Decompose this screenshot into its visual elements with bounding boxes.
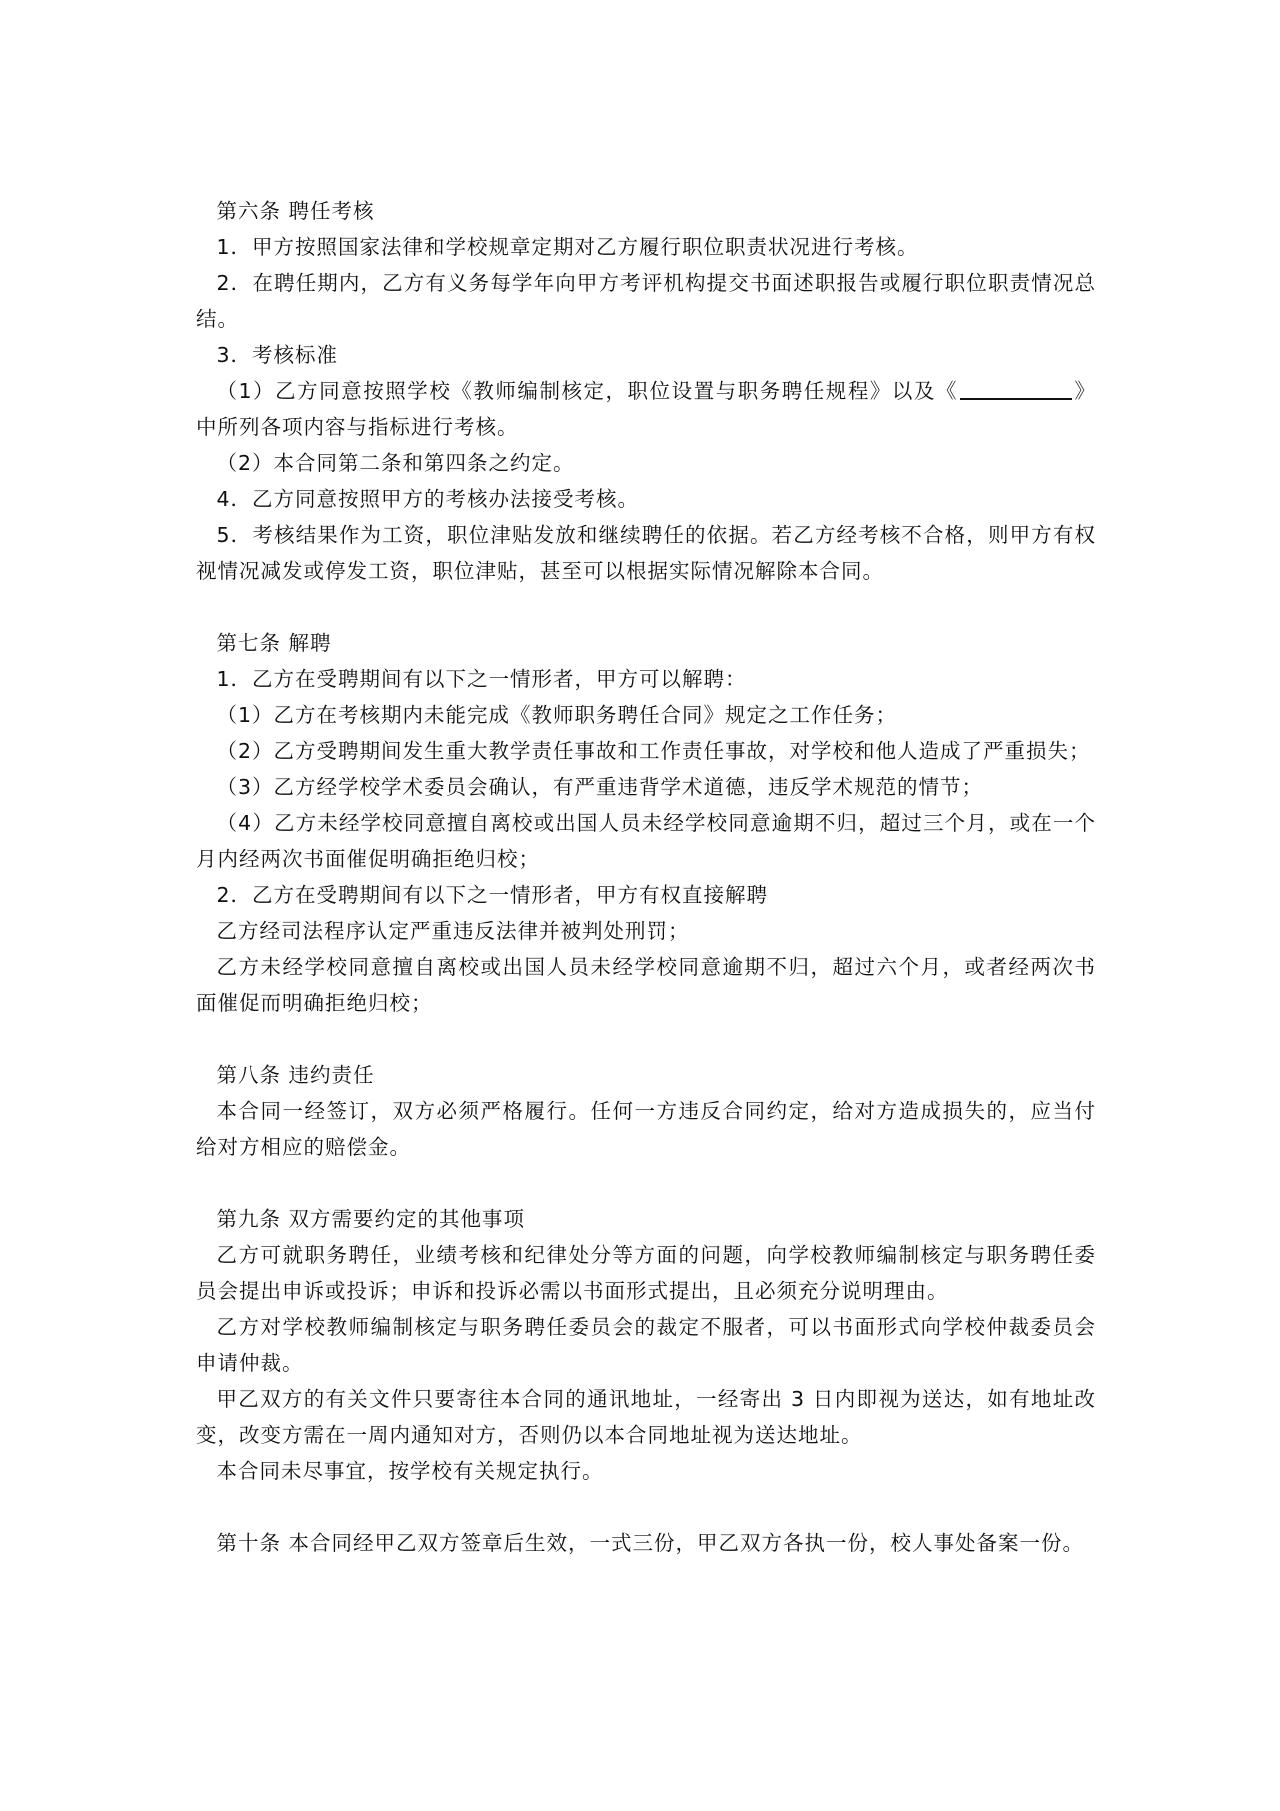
clause-paragraph: 本合同未尽事宜，按学校有关规定执行。 [216, 1459, 604, 1483]
clause-paragraph: 乙方未经学校同意擅自离校或出国人员未经学校同意逾期不归，超过六个月，或者经两次书面催促而明确拒绝归校； [196, 955, 1096, 1015]
article-section [196, 625, 1096, 1021]
clause-paragraph: （1）乙方在考核期内未能完成《教师职务聘任合同》规定之工作任务； [216, 703, 898, 727]
clause-paragraph: 本合同一经签订，双方必须严格履行。任何一方违反合同约定，给对方造成损失的，应当付给对方相应的赔偿金。 [196, 1099, 1096, 1159]
clause-paragraph: 2．在聘任期内，乙方有义务每学年向甲方考评机构提交书面述职报告或履行职位职责情况总结。 [196, 271, 1096, 331]
clause-paragraph: （4）乙方未经学校同意擅自离校或出国人员未经学校同意逾期不归，超过三个月，或在一个月内经两次书面催促明确拒绝归校； [196, 811, 1096, 871]
clause-paragraph: 乙方可就职务聘任，业绩考核和纪律处分等方面的问题，向学校教师编制核定与职务聘任委员会提出申诉或投诉；申诉和投诉必需以书面形式提出，且必须充分说明理由。 [196, 1243, 1096, 1303]
clause-paragraph: 5．考核结果作为工资，职位津贴发放和继续聘任的依据。若乙方经考核不合格，则甲方有权视情况减发或停发工资，职位津贴，甚至可以根据实际情况解除本合同。 [196, 523, 1096, 583]
clause-text: 》中所列各项内容与指标进行考核。 [196, 379, 1096, 439]
clause-paragraph: 乙方经司法程序认定严重违反法律并被判处刑罚； [216, 919, 690, 943]
article-section [196, 1201, 1096, 1489]
article-heading: 第六条 聘任考核 [216, 199, 375, 223]
contract-body [196, 193, 1096, 1561]
article-heading: 第七条 解聘 [216, 631, 332, 655]
clause-paragraph: 甲乙双方的有关文件只要寄往本合同的通讯地址，一经寄出 3 日内即视为送达，如有地址改变，改变方需在一周内通知对方，否则仍以本合同地址视为送达地址。 [196, 1387, 1096, 1447]
clause-paragraph: （2）本合同第二条和第四条之约定。 [216, 451, 575, 475]
clause-paragraph [196, 373, 1096, 445]
article-heading: 第十条 本合同经甲乙双方签章后生效，一式三份，甲乙双方各执一份，校人事处备案一份。 [216, 1531, 1085, 1555]
article-section [196, 1057, 1096, 1165]
clause-paragraph: 1．乙方在受聘期间有以下之一情形者，甲方可以解聘： [216, 667, 747, 691]
article-section [196, 1525, 1096, 1561]
clause-paragraph: （3）乙方经学校学术委员会确认，有严重违背学术道德，违反学术规范的情节； [216, 775, 984, 799]
article-section [196, 193, 1096, 589]
clause-text: （1）乙方同意按照学校《教师编制核定，职位设置与职务聘任规程》以及《 [216, 379, 958, 403]
fill-in-blank [960, 378, 1072, 400]
clause-paragraph: 2．乙方在受聘期间有以下之一情形者，甲方有权直接解聘 [216, 883, 769, 907]
clause-paragraph: 4．乙方同意按照甲方的考核办法接受考核。 [216, 487, 640, 511]
clause-paragraph: 3．考核标准 [216, 343, 339, 367]
article-heading: 第九条 双方需要约定的其他事项 [216, 1207, 526, 1231]
clause-paragraph: 1．甲方按照国家法律和学校规章定期对乙方履行职位职责状况进行考核。 [216, 235, 919, 259]
clause-paragraph: （2）乙方受聘期间发生重大教学责任事故和工作责任事故，对学校和他人造成了严重损失； [216, 739, 1091, 763]
article-heading: 第八条 违约责任 [216, 1063, 375, 1087]
clause-paragraph: 乙方对学校教师编制核定与职务聘任委员会的裁定不服者，可以书面形式向学校仲裁委员会申请仲裁。 [196, 1315, 1096, 1375]
